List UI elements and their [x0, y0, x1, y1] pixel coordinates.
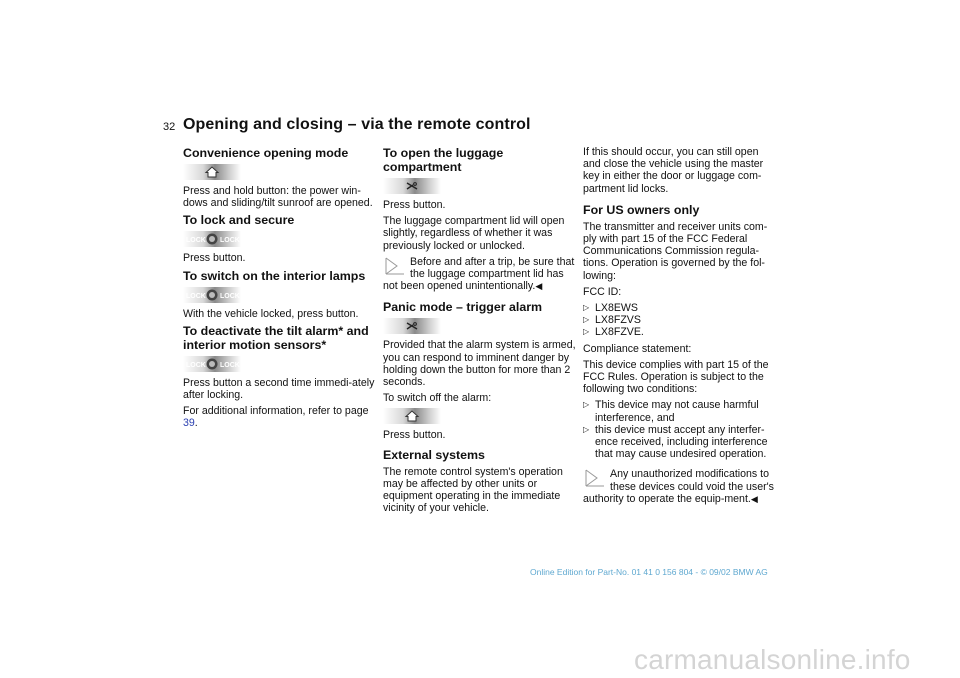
fcc-id-item: ▷ LX8EWS: [583, 302, 778, 314]
text-external-systems: The remote control system's operation may be affected by other units or equipment operating in the immediate vicinity of your vehicle.: [383, 465, 563, 515]
note-modifications: [583, 468, 778, 505]
condition-item: ▷ This device may not cause harmful interference, and: [583, 399, 778, 423]
text-deactivate-2: [183, 405, 378, 429]
trunk-button-icon: [383, 318, 441, 334]
text-deactivate-1: Press button a second time immedi-ately after locking.: [183, 376, 375, 402]
page-link-39[interactable]: 39: [183, 417, 195, 430]
column-1: [183, 146, 378, 434]
lock-label-left: LOCK: [186, 361, 206, 369]
text-panic-1: Provided that the alarm system is armed, you can respond to imminent danger by holding down the button for more than 2 seconds.: [383, 339, 576, 389]
text-convenience-opening: Press and hold button: the power win-dows and sliding/tilt sunroof are opened.: [183, 185, 373, 210]
trunk-button-icon: [383, 178, 441, 194]
note-luggage-text: Before and after a trip, be sure that the luggage compartment lid has not been opened unintentionally.: [383, 255, 575, 293]
column-3: [583, 146, 778, 509]
lock-button-icon: [183, 356, 241, 372]
heading-convenience-opening: Convenience opening mode: [183, 146, 349, 160]
compliance-label: Compliance statement:: [583, 342, 692, 355]
page-title: Opening and closing – via the remote control: [183, 116, 531, 133]
note-modifications-text: Any unauthorized modifications to these devices could void the user's authority to operate the equip-ment.: [583, 468, 774, 505]
column-2: [383, 146, 578, 518]
text-luggage-2: The luggage compartment lid will open slightly, regardless of whether it was previously locked or unlocked.: [383, 215, 565, 252]
text-luggage-1: Press button.: [383, 199, 446, 211]
heading-lock-secure: To lock and secure: [183, 213, 295, 228]
note-pointer-icon: [583, 468, 607, 490]
lock-label-right: LOCK: [220, 361, 240, 369]
lock-label-right: LOCK: [220, 292, 240, 300]
house-button-icon: [383, 408, 441, 424]
lock-label-left: LOCK: [186, 292, 206, 300]
heading-luggage: To open the luggage compartment: [383, 146, 504, 174]
heading-us-owners: For US owners only: [583, 202, 700, 217]
fcc-id-item: ▷ LX8FZVS: [583, 314, 778, 326]
compliance-text: This device complies with part 15 of the FCC Rules. Operation is subject to the following two conditions:: [583, 358, 769, 396]
lock-button-icon: [183, 231, 241, 247]
heading-deactivate-tilt-alarm: To deactivate the tilt alarm* and interior motion sensors*: [183, 323, 369, 352]
note-luggage: [383, 256, 578, 293]
page-number: 32: [163, 121, 176, 133]
condition-item: ▷ this device must accept any interfer-ence received, including interference that may cause undesired operation.: [583, 424, 778, 461]
text-panic-2: To switch off the alarm:: [383, 392, 492, 405]
footer-edition: Online Edition for Part-No. 01 41 0 156 804 - © 09/02 BMW AG: [530, 567, 768, 577]
fcc-id-item: ▷ LX8FZVE.: [583, 326, 778, 338]
house-button-icon: [183, 164, 241, 180]
heading-interior-lamps: To switch on the interior lamps: [183, 268, 366, 283]
text-fcc: The transmitter and receiver units com-ply with part 15 of the FCC Federal Communications Commission regula-tions. Operation is governed by the fol-lowing:: [583, 220, 768, 282]
heading-panic-mode: Panic mode – trigger alarm: [383, 300, 543, 315]
text-ref-prefix: For additional information, refer to page: [183, 405, 369, 418]
lock-label-left: LOCK: [186, 237, 206, 245]
lock-label-right: LOCK: [220, 237, 240, 245]
lock-button-icon: [183, 287, 241, 303]
heading-external-systems: External systems: [383, 447, 485, 462]
watermark: carmanualsonline.info: [634, 644, 911, 675]
text-intro: If this should occur, you can still open and close the vehicle using the master key in either the door or luggage com-partment lid locks.: [583, 146, 764, 195]
text-interior-lamps: With the vehicle locked, press button.: [183, 307, 359, 320]
text-panic-3: Press button.: [383, 429, 446, 442]
end-mark-icon: ◀: [535, 281, 543, 292]
note-pointer-icon: [383, 256, 407, 278]
fcc-label: FCC ID:: [583, 285, 622, 298]
text-lock-secure: Press button.: [183, 252, 246, 265]
text-ref-suffix: .: [194, 417, 198, 430]
end-mark-icon: ◀: [750, 493, 758, 504]
